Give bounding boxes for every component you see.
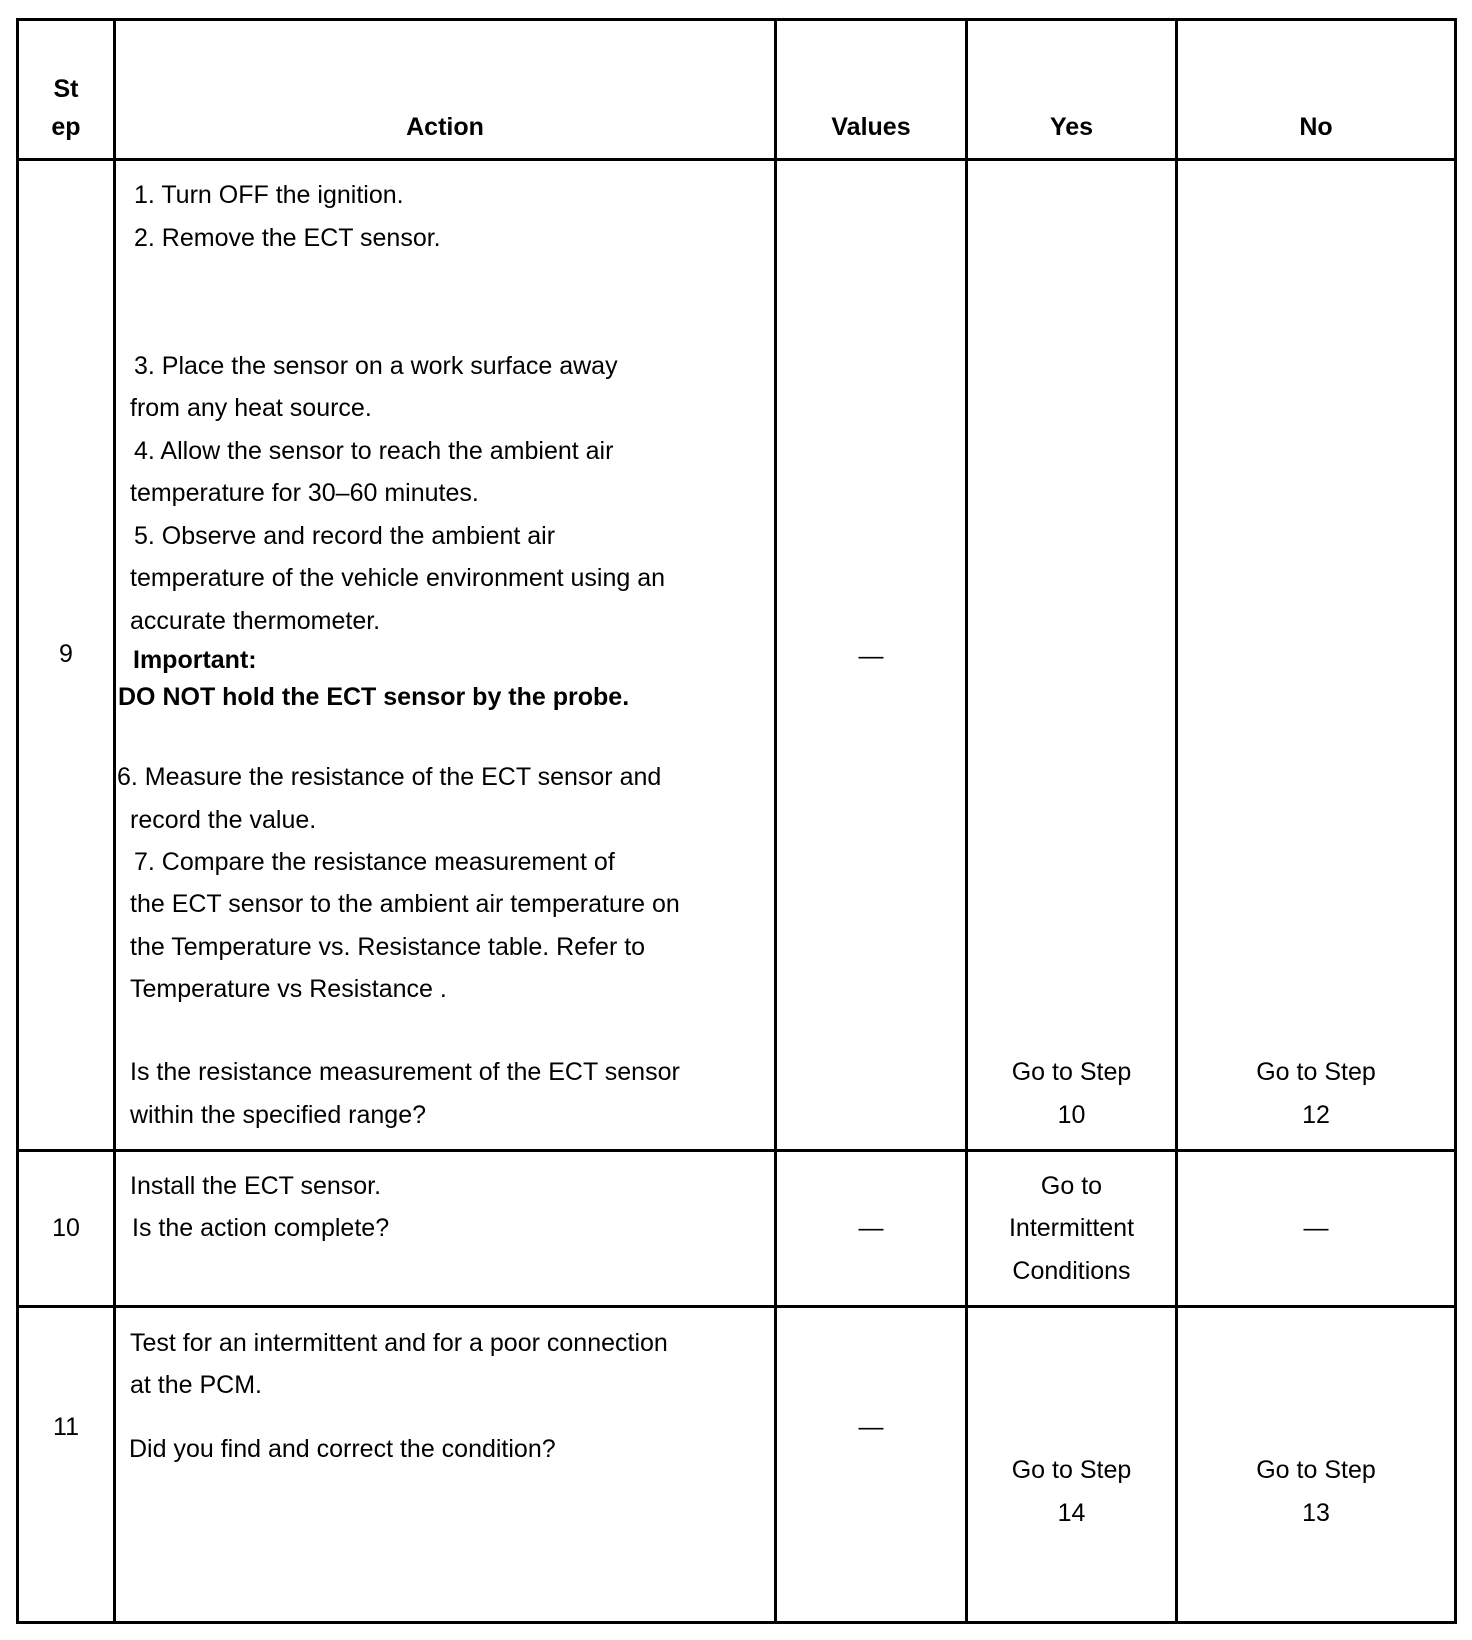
action-text: 7. Compare the resistance measurement of [134,848,615,876]
row-divider [16,1305,1457,1308]
yes-cell: Intermittent [1008,1214,1135,1242]
table-border-bottom [16,1621,1457,1624]
yes-cell: Go to Step [1011,1058,1132,1086]
yes-cell: Go to [1040,1172,1103,1200]
step-number: 9 [59,640,73,668]
diagnostic-table [16,18,1457,1624]
action-text: accurate thermometer. [130,607,381,635]
row-divider [16,158,1457,161]
no-cell: — [1303,1214,1329,1242]
action-text: from any heat source. [130,394,372,422]
values-cell: — [858,1214,884,1242]
action-text: temperature of the vehicle environment using an [130,564,666,592]
step-number: 10 [52,1214,80,1242]
column-divider [965,18,968,1624]
action-text: 4. Allow the sensor to reach the ambient air [134,437,614,465]
no-cell: Go to Step [1256,1456,1376,1484]
column-divider [1175,18,1178,1624]
important-label: Important: [133,646,257,674]
header-yes: Yes [1049,113,1094,141]
action-question: Is the action complete? [132,1214,390,1242]
action-text: Temperature vs Resistance . [130,975,447,1003]
action-text: 6. Measure the resistance of the ECT sensor and [117,763,662,791]
action-text: Test for an intermittent and for a poor connection [130,1329,668,1357]
action-text: the ECT sensor to the ambient air temperature on [130,890,680,918]
no-cell: 13 [1302,1499,1330,1527]
table-border-top [16,18,1457,21]
yes-cell: 14 [1057,1499,1086,1527]
action-text: the Temperature vs. Resistance table. Refer to [130,933,646,961]
important-warning: DO NOT hold the ECT sensor by the probe. [118,683,630,711]
action-text: 5. Observe and record the ambient air [134,522,556,550]
action-question: Did you find and correct the condition? [129,1435,556,1463]
action-text: 3. Place the sensor on a work surface away [134,352,618,380]
table-border-left [16,18,19,1624]
header-step-line2: ep [51,113,81,141]
table-border-right [1454,18,1457,1624]
step-number: 11 [53,1413,79,1441]
action-question: within the specified range? [130,1101,427,1129]
row-divider [16,1149,1457,1152]
action-text: 1. Turn OFF the ignition. [134,181,404,209]
action-question: Is the resistance measurement of the ECT sensor [130,1058,680,1086]
header-no: No [1299,113,1333,141]
column-divider [774,18,777,1624]
no-cell: 12 [1302,1101,1330,1129]
header-values: Values [831,113,911,141]
action-text: 2. Remove the ECT sensor. [134,224,441,252]
yes-cell: 10 [1057,1101,1086,1129]
values-cell: — [858,642,884,670]
action-text: record the value. [130,806,317,834]
yes-cell: Go to Step [1011,1456,1132,1484]
action-text: at the PCM. [130,1371,262,1399]
values-cell: — [858,1413,884,1441]
action-text: temperature for 30–60 minutes. [130,479,479,507]
no-cell: Go to Step [1256,1058,1376,1086]
action-text: Install the ECT sensor. [130,1172,382,1200]
header-step-line1: St [53,75,79,103]
header-action: Action [406,113,484,141]
yes-cell: Conditions [1012,1257,1131,1285]
column-divider [113,18,116,1624]
